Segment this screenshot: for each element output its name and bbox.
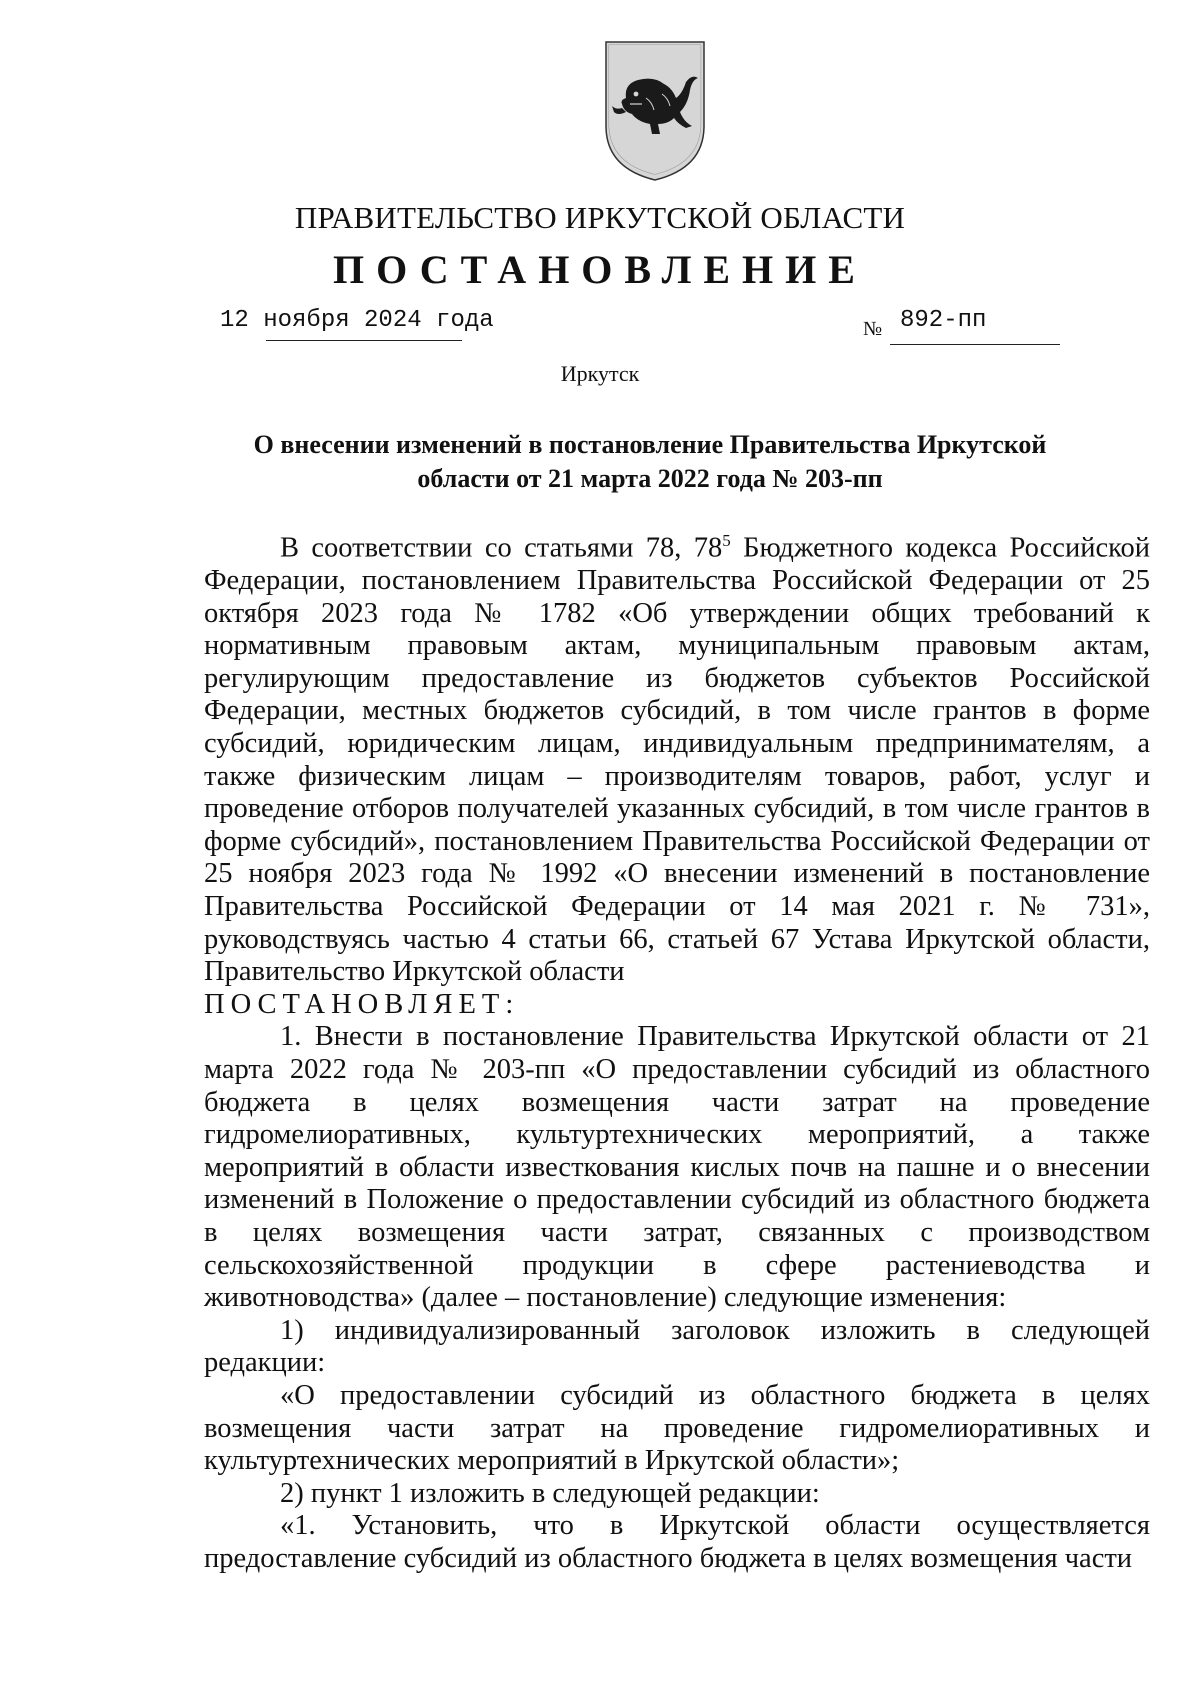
subitem-2-paragraph: 2) пункт 1 изложить в следующей редакции: — [280, 1477, 820, 1509]
preamble-text-rest: Бюджетного кодекса Российской Федерации, постановлением Правительства Российской Федерации от 25 октября 2023 года № 1782 «Об утверждении общих требований к нормативным правовым актам, муниципальным правовым актам, регулирующим предоставление из бюджетов субъектов Российской Федерации, местных бюджетов субсидий, в том числе грантов в форме субсидий, юридическим лицам, индивидуальным предпринимателям, а также физическим лицам – производителям товаров, работ, услуг и проведение отборов получателей указанных субсидий, в том числе грантов в форме субсидий», постановлением Правительства Российской Федерации от 25 ноября 2023 года № 1992 «О внесении изменений в постановление Правительства Российской Федерации от 14 мая 2021 г. № 731», руководствуясь частью 4 статьи 66, статьей 67 Устава Иркутской области, Правительство Иркутской области — [204, 532, 1150, 988]
date-underline — [266, 340, 462, 341]
number-underline — [890, 344, 1060, 345]
subitem-1-paragraph: 1) индивидуализированный заголовок изложить в следующей редакции: — [204, 1314, 1150, 1379]
document-date: 12 ноября 2024 года — [220, 307, 494, 334]
subitem-1-quote: «О предоставлении субсидий из областного бюджета в целях возмещения части затрат на проведение гидромелиоративных и культуртехнических мероприятий в Иркутской области»; — [204, 1379, 1150, 1477]
preamble-paragraph — [204, 525, 1150, 989]
preamble-text-start: В соответствии со статьями 78, 78 — [280, 532, 723, 564]
article-superscript: 5 — [722, 531, 731, 550]
city-name: Иркутск — [560, 361, 640, 386]
decree-word: ПОСТАНОВЛЯЕТ: — [204, 988, 520, 1020]
document-heading — [220, 428, 1080, 496]
heading-line-2: области от 21 марта 2022 года № 203-пп — [417, 464, 883, 493]
document-kind-title: ПОСТАНОВЛЕНИЕ — [333, 247, 867, 292]
organization-title: ПРАВИТЕЛЬСТВО ИРКУТСКОЙ ОБЛАСТИ — [294, 200, 906, 235]
subitem-2-quote: «1. Установить, что в Иркутской области осуществляется предоставление субсидий из областного бюджета в целях возмещения части — [204, 1510, 1150, 1574]
item-1-paragraph: 1. Внести в постановление Правительства Иркутской области от 21 марта 2022 года № 203-пп «О предоставлении субсидий из областного бюджета в целях возмещения части затрат на проведение гидромелиоративных, культуртехнических мероприятий, а также мероприятий в области известкования кислых почв на пашне и о внесении изменений в Положение о предоставлении субсидий из областного бюджета в целях возмещения части затрат, связанных с производством сельскохозяйственной продукции в сфере растениеводства и животноводства» (далее – постановление) следующие изменения: — [204, 1021, 1150, 1314]
document-number: 892-пп — [900, 307, 987, 334]
heading-line-1: О внесении изменений в постановление Правительства Иркутской — [253, 430, 1047, 459]
number-sign: № — [863, 318, 883, 340]
document-body — [204, 525, 1150, 1576]
coat-of-arms-icon — [602, 38, 708, 183]
